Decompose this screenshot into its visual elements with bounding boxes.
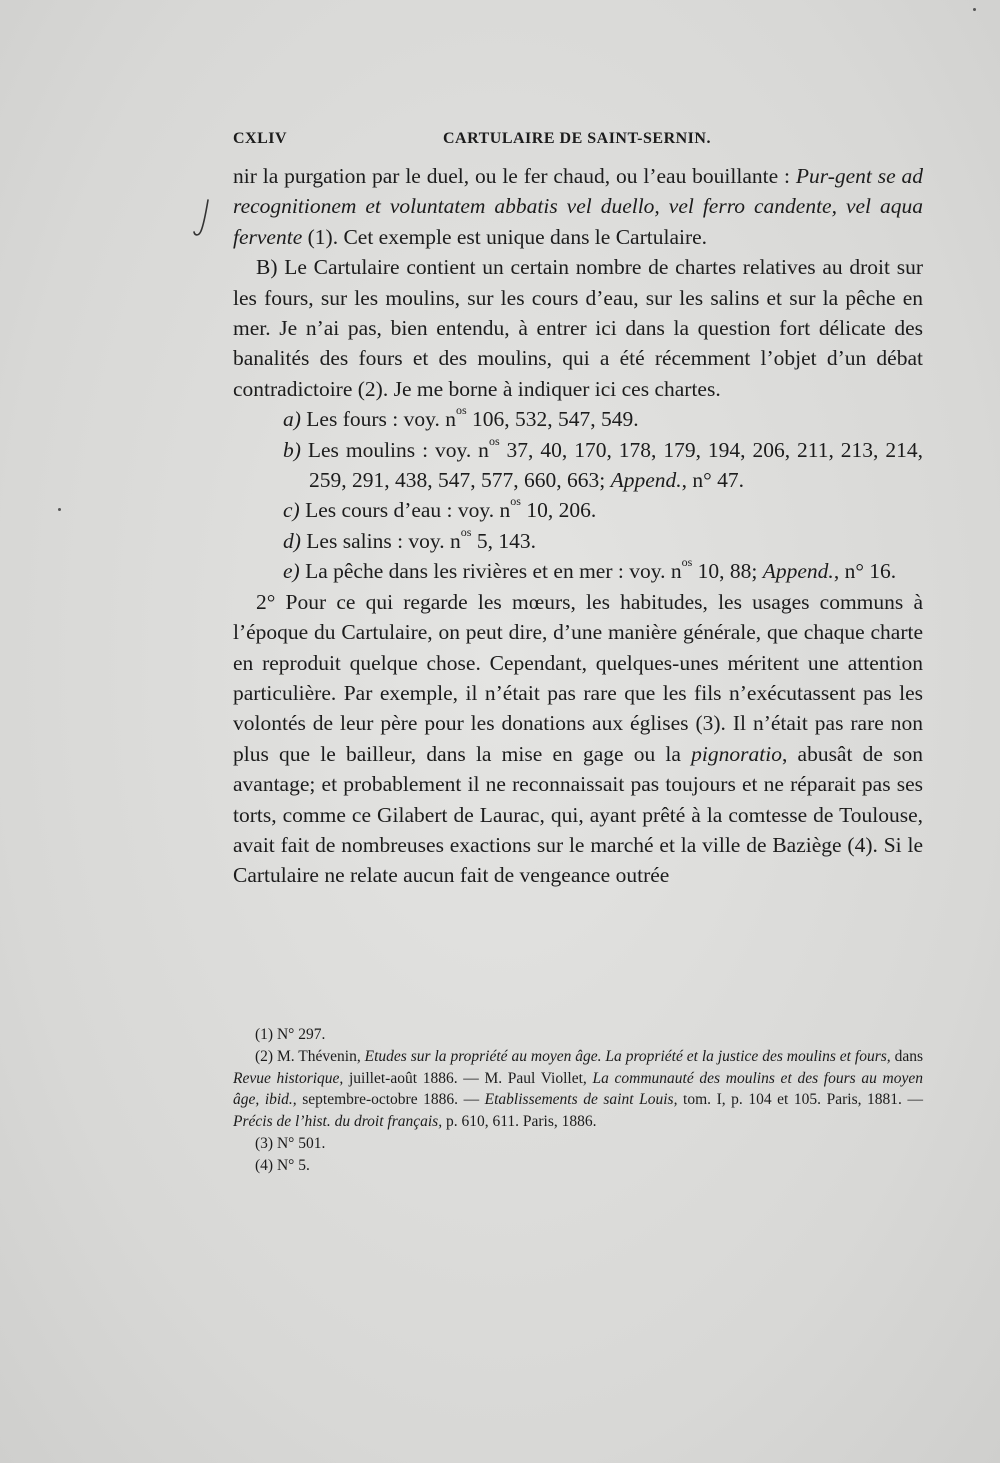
paragraph-moeurs: 2° Pour ce qui regarde les mœurs, les habitudes, les usages communs à l’époque du Cartulaire, on peut dire, d’une manière générale, que chaque charte en reproduit quelque chose. Cependant, quelques-unes méritent une attention particulière. Par exemple, il n’était pas rare que les fils n’exécutassent pas les volontés de leur père pour les donations aux églises (3). Il n’était pas rare non plus que le bailleur, dans la mise en gage ou la pignoratio, abusât de son avantage; et probablement il ne reconnaissait pas toujours et ne réparait pas ses torts, comme ce Gilabert de Laurac, qui, ayant prêté à la comtesse de Toulouse, avait fait de nombreuses exactions sur le marché et la ville de Baziège (4). Si le Cartulaire ne relate aucun fait de vengeance outrée	[233, 589, 923, 888]
list-item: d) Les salins : voy. $n^{os}$ 5, 143.	[283, 524, 536, 553]
list-item: c) Les cours d’eau : voy. $n^{os}$ 10, 206.	[283, 494, 597, 523]
paragraph-duel: nir la purgation par le duel, ou le fer chaud, ou l’eau bouillante : Pur-gent se ad recognitionem et voluntatem abbatis vel duello, vel ferro candente, vel aqua fervente (1). Cet exemple est unique dans le Cartulaire.	[233, 164, 924, 249]
footnote-1: (1) N° 297.	[255, 1026, 326, 1043]
footnote-3: (3) N° 501.	[255, 1134, 326, 1152]
list-item: b) Les moulins : voy. $n^{os}$ 37, 40, 170, 178, 179, 194, 206, 211, 213, 214, 259, 291, 438, 547, 577, 660, 663; Append., n° 47.	[283, 433, 923, 493]
paragraph-fours-moulins: B) Le Cartulaire contient un certain nombre de chartes relatives au droit sur les fours, sur les moulins, sur les cours d’eau, sur les salins et sur la pêche en mer. Je n’ai pas, bien entendu, à entrer ici dans la question fort délicate des banalités des fours et des moulins, qui a été récemment l’objet d’un débat contradictoire (2). Je me borne à indiquer ici ces chartes.	[233, 255, 923, 401]
footnotes	[233, 1024, 923, 1177]
latin-quote: Pur-gent se ad recognitionem et voluntatem abbatis vel duello, vel ferro candente, vel aqua fervente	[233, 164, 924, 249]
list-item: a) Les fours : voy. $n^{os}$ 106, 532, 547, 549.	[283, 403, 639, 432]
footnote-4: (4) N° 5.	[255, 1156, 310, 1174]
list-item: e) La pêche dans les rivières et en mer : voy. $n^{os}$ 10, 88; Append., n° 16.	[283, 555, 897, 584]
main-text	[233, 161, 923, 891]
paper-speck	[973, 8, 976, 11]
handwritten-check-mark	[192, 198, 214, 242]
footnote-2: (2) M. Thévenin, Etudes sur la propriété au moyen âge. La propriété et la justice des moulins et fours, dans Revue historique, juillet-août 1886. — M. Paul Viollet, La communauté des moulins et des fours au moyen âge, ibid., septembre-octobre 1886. — Etablissements de saint Louis, tom. I, p. 104 et 105. Paris, 1881. — Précis de l’hist. du droit français, p. 610, 611. Paris, 1886.	[233, 1047, 924, 1131]
page-number: CXLIV	[233, 130, 288, 147]
running-title: CARTULAIRE DE SAINT-SERNIN.	[443, 130, 711, 147]
paper-speck	[58, 508, 61, 511]
